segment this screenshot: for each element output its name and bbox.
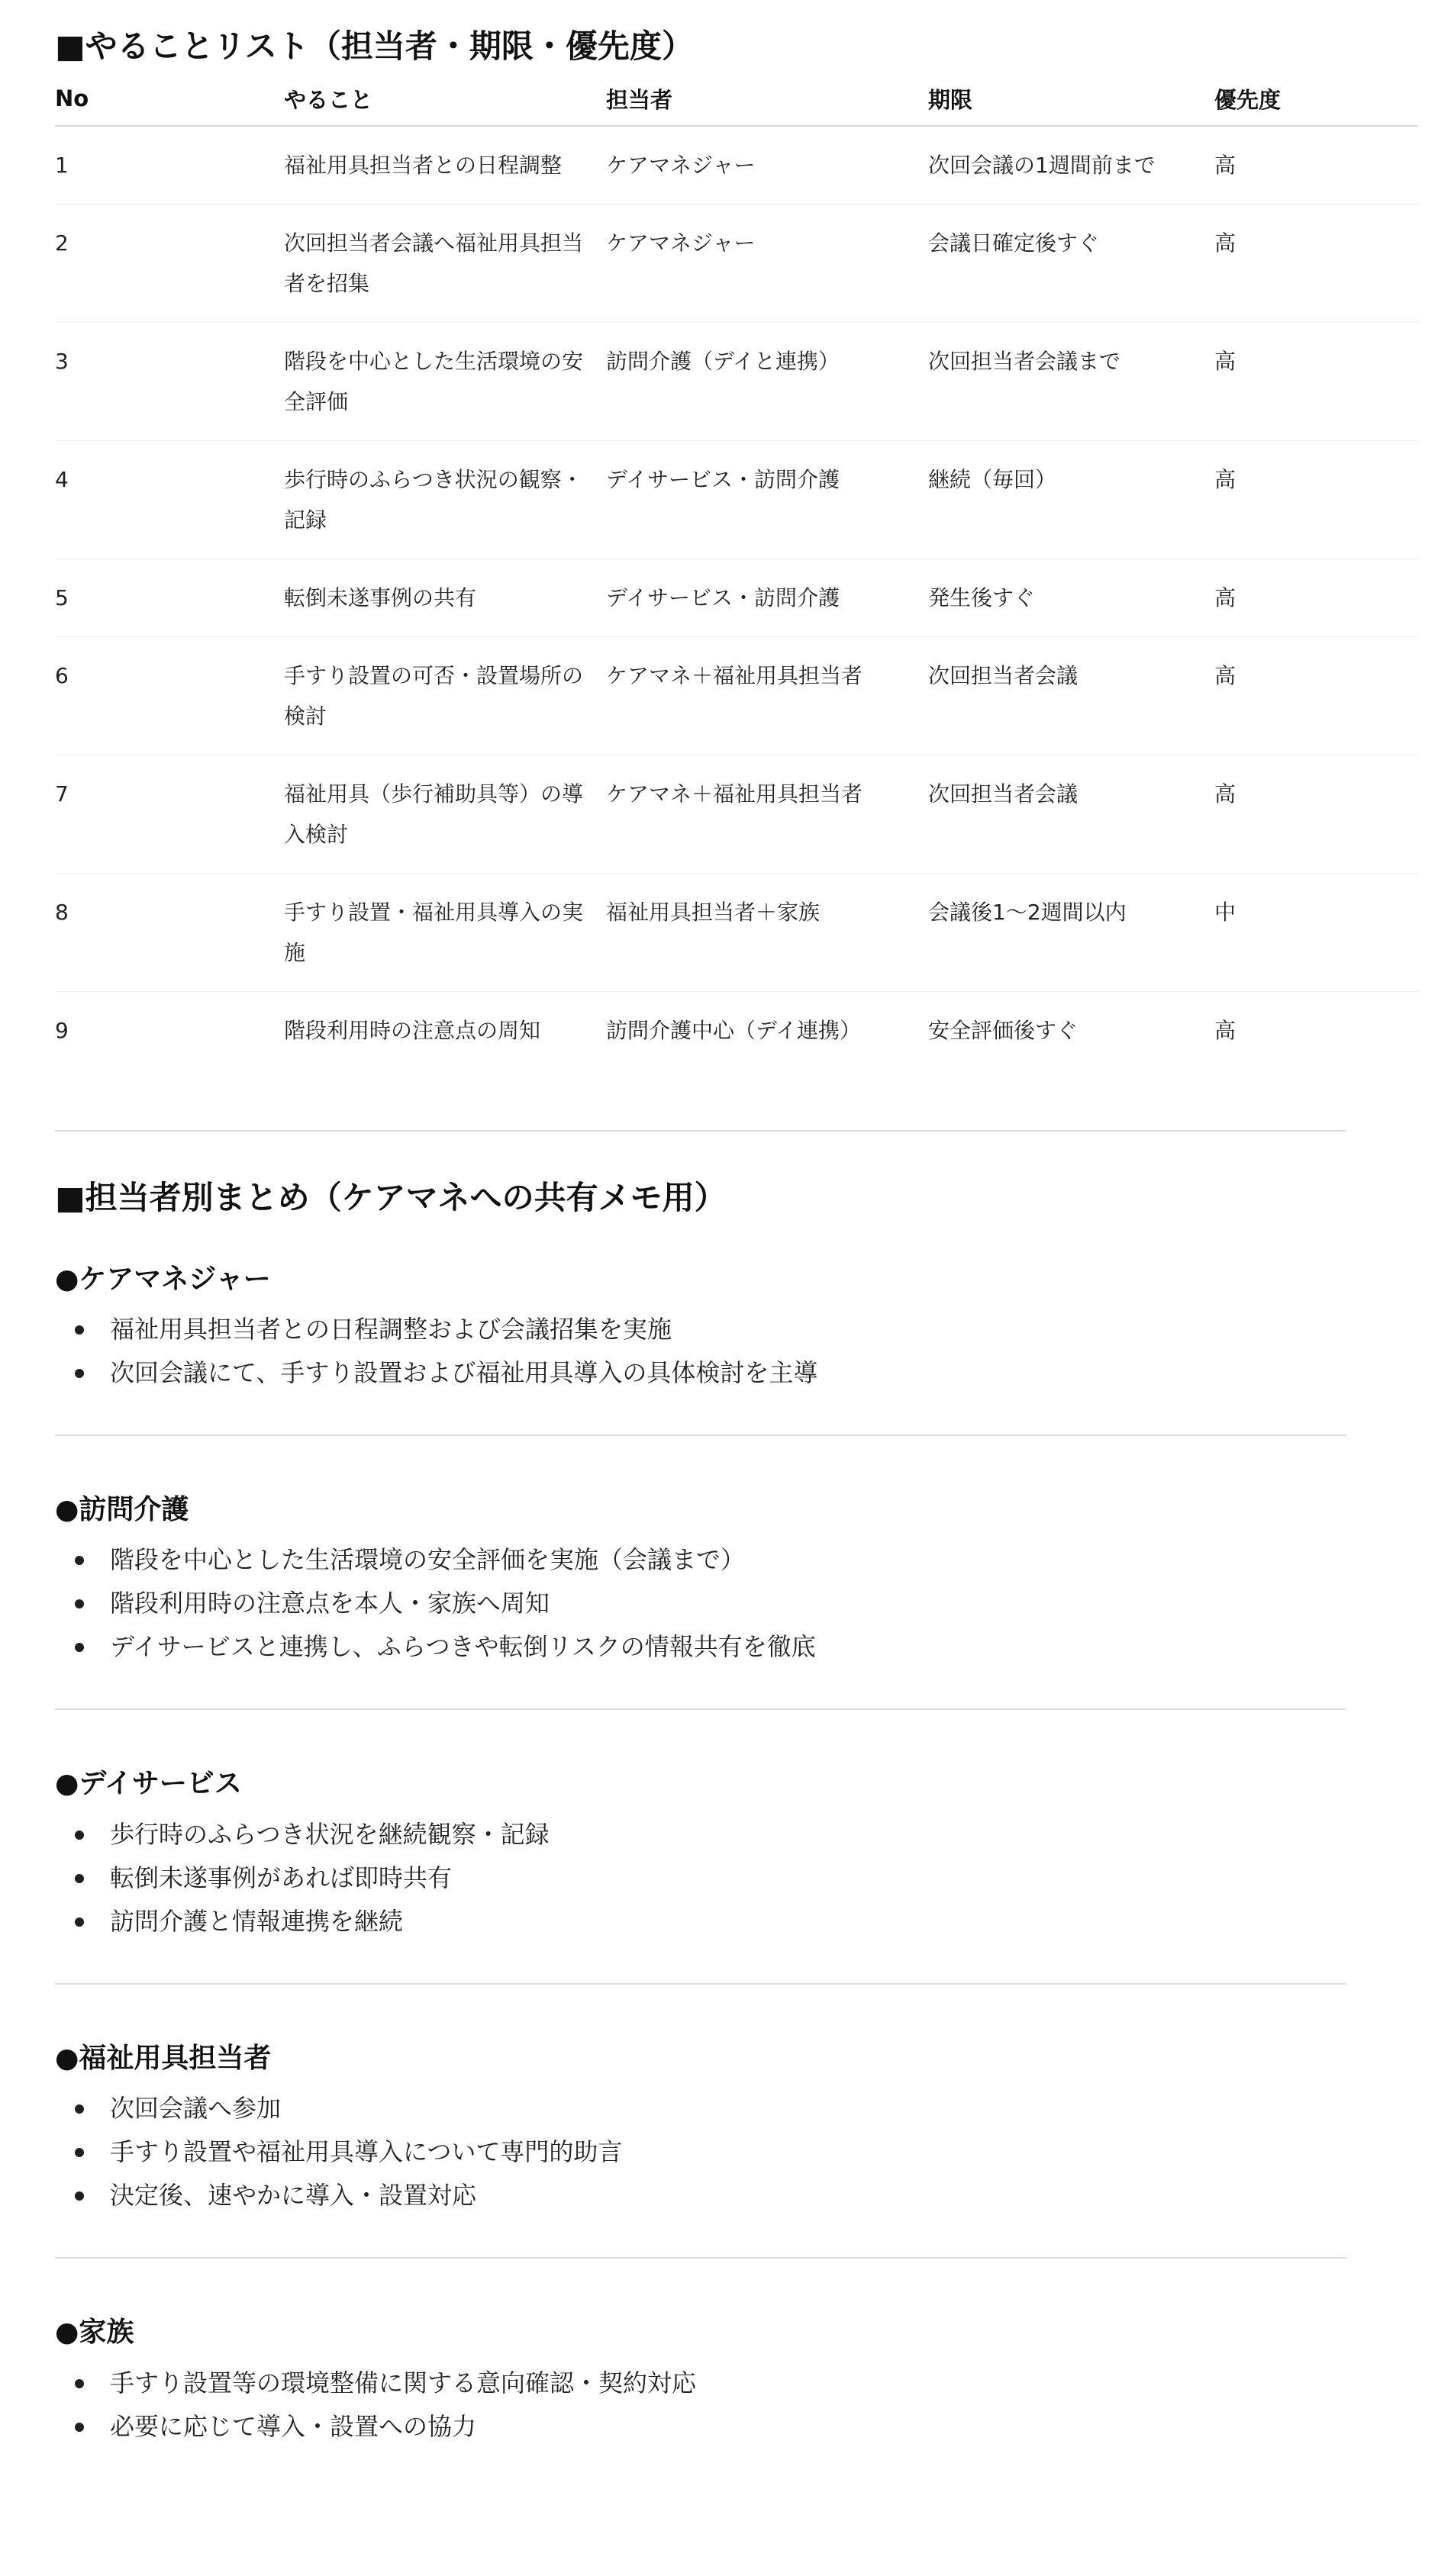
- group-title: ●家族: [55, 2317, 134, 2349]
- cell-owner: 訪問介護中心（デイ連携）: [606, 1017, 862, 1043]
- cell-due: 会議後1〜2週間以内: [928, 873, 1214, 991]
- list-item: 決定後、速やかに導入・設置対応: [55, 2174, 1407, 2217]
- cell-due: 次回会議の1週間前まで: [928, 126, 1214, 204]
- section-divider: [55, 1130, 1346, 1132]
- cell-task: 手すり設置・福祉用具導入の実施: [284, 873, 606, 991]
- cell-priority: 高: [1214, 559, 1418, 636]
- cell-no: 8: [55, 873, 284, 991]
- cell-no: 6: [55, 636, 284, 755]
- cell-owner: デイサービス・訪問介護: [606, 440, 928, 559]
- cell-task: 階段利用時の注意点の周知: [284, 1017, 541, 1043]
- group-welfare-equipment: [55, 2040, 1407, 2217]
- cell-priority: 高: [1214, 1017, 1236, 1043]
- list-item: 次回会議へ参加: [55, 2087, 1407, 2130]
- cell-priority: 中: [1214, 873, 1418, 991]
- cell-task: 手すり設置の可否・設置場所の検討: [284, 636, 606, 755]
- cell-no: 9: [55, 1017, 69, 1043]
- cell-priority: 高: [1214, 322, 1418, 440]
- cell-owner: 福祉用具担当者＋家族: [606, 873, 928, 991]
- cell-owner: ケアマネジャー: [606, 204, 928, 322]
- cell-owner: デイサービス・訪問介護: [606, 559, 928, 636]
- cell-owner: ケアマネ＋福祉用具担当者: [606, 755, 928, 873]
- list-item: デイサービスと連携し、ふらつきや転倒リスクの情報共有を徹底: [55, 1625, 1407, 1669]
- cell-due: 次回担当者会議: [928, 755, 1214, 873]
- todo-table: [55, 83, 1418, 1069]
- group-care-manager: [55, 1261, 1407, 1395]
- table-row: [55, 636, 1418, 755]
- summary-section-title: ■担当者別まとめ（ケアマネへの共有メモ用）: [55, 1178, 727, 1216]
- cell-due: 会議日確定後すぐ: [928, 204, 1214, 322]
- header-task: やること: [284, 83, 606, 126]
- group-item-list: [55, 1813, 1407, 1943]
- group-day-service: [55, 1765, 1407, 1943]
- table-row: [55, 873, 1418, 991]
- cell-due: 安全評価後すぐ: [928, 1017, 1078, 1043]
- list-item: 階段を中心とした生活環境の安全評価を実施（会議まで）: [55, 1538, 1407, 1582]
- list-item: 次回会議にて、手すり設置および福祉用具導入の具体検討を主導: [55, 1351, 1407, 1395]
- group-family: [55, 2314, 1407, 2448]
- cell-task: 福祉用具担当者との日程調整: [284, 126, 606, 204]
- header-owner: 担当者: [606, 83, 928, 126]
- cell-priority: 高: [1214, 204, 1418, 322]
- header-no: No: [55, 83, 284, 126]
- cell-priority: 高: [1214, 126, 1418, 204]
- header-due: 期限: [928, 83, 1214, 126]
- group-title: ●ケアマネジャー: [55, 1263, 271, 1295]
- header-priority: 優先度: [1214, 83, 1418, 126]
- group-title: ●デイサービス: [55, 1768, 242, 1800]
- table-row: [55, 755, 1418, 873]
- cell-no: 5: [55, 559, 284, 636]
- group-divider: [55, 1435, 1346, 1436]
- cell-priority: 高: [1214, 755, 1418, 873]
- list-item: 訪問介護と情報連携を継続: [55, 1900, 1407, 1943]
- cell-task: 次回担当者会議へ福祉用具担当者を招集: [284, 204, 606, 322]
- group-item-list: [55, 1308, 1407, 1395]
- group-divider: [55, 1983, 1346, 1985]
- table-row: [55, 991, 1418, 1069]
- table-row: [55, 440, 1418, 559]
- group-item-list: [55, 1538, 1407, 1669]
- cell-due: 継続（毎回）: [928, 440, 1214, 559]
- group-divider: [55, 2257, 1346, 2259]
- cell-owner: ケアマネジャー: [606, 126, 928, 204]
- group-title: ●訪問介護: [55, 1493, 189, 1525]
- table-row: [55, 322, 1418, 440]
- group-title: ●福祉用具担当者: [55, 2042, 272, 2074]
- list-item: 転倒未遂事例があれば即時共有: [55, 1856, 1407, 1900]
- cell-priority: 高: [1214, 636, 1418, 755]
- table-header-row: [55, 83, 1418, 126]
- group-divider: [55, 1708, 1346, 1710]
- cell-task: 歩行時のふらつき状況の観察・記録: [284, 440, 606, 559]
- group-item-list: [55, 2087, 1407, 2217]
- table-row: [55, 204, 1418, 322]
- list-item: 手すり設置や福祉用具導入について専門的助言: [55, 2130, 1407, 2174]
- table-row: [55, 126, 1418, 204]
- list-item: 歩行時のふらつき状況を継続観察・記録: [55, 1813, 1407, 1856]
- cell-task: 転倒未遂事例の共有: [284, 559, 606, 636]
- cell-due: 次回担当者会議まで: [928, 322, 1214, 440]
- cell-priority: 高: [1214, 440, 1418, 559]
- cell-task: 階段を中心とした生活環境の安全評価: [284, 322, 606, 440]
- todo-section-title: ■やることリスト（担当者・期限・優先度）: [55, 27, 694, 65]
- cell-owner: 訪問介護（デイと連携）: [606, 322, 928, 440]
- cell-no: 1: [55, 126, 284, 204]
- cell-no: 4: [55, 440, 284, 559]
- cell-due: 次回担当者会議: [928, 636, 1214, 755]
- list-item: 必要に応じて導入・設置への協力: [55, 2405, 1407, 2449]
- cell-due: 発生後すぐ: [928, 559, 1214, 636]
- group-home-care: [55, 1491, 1407, 1669]
- list-item: 階段利用時の注意点を本人・家族へ周知: [55, 1582, 1407, 1625]
- cell-no: 3: [55, 322, 284, 440]
- list-item: 福祉用具担当者との日程調整および会議招集を実施: [55, 1308, 1407, 1351]
- cell-owner: ケアマネ＋福祉用具担当者: [606, 636, 928, 755]
- table-row: [55, 559, 1418, 636]
- list-item: 手すり設置等の環境整備に関する意向確認・契約対応: [55, 2362, 1407, 2405]
- cell-no: 2: [55, 204, 284, 322]
- group-item-list: [55, 2362, 1407, 2449]
- cell-no: 7: [55, 755, 284, 873]
- cell-task: 福祉用具（歩行補助具等）の導入検討: [284, 755, 606, 873]
